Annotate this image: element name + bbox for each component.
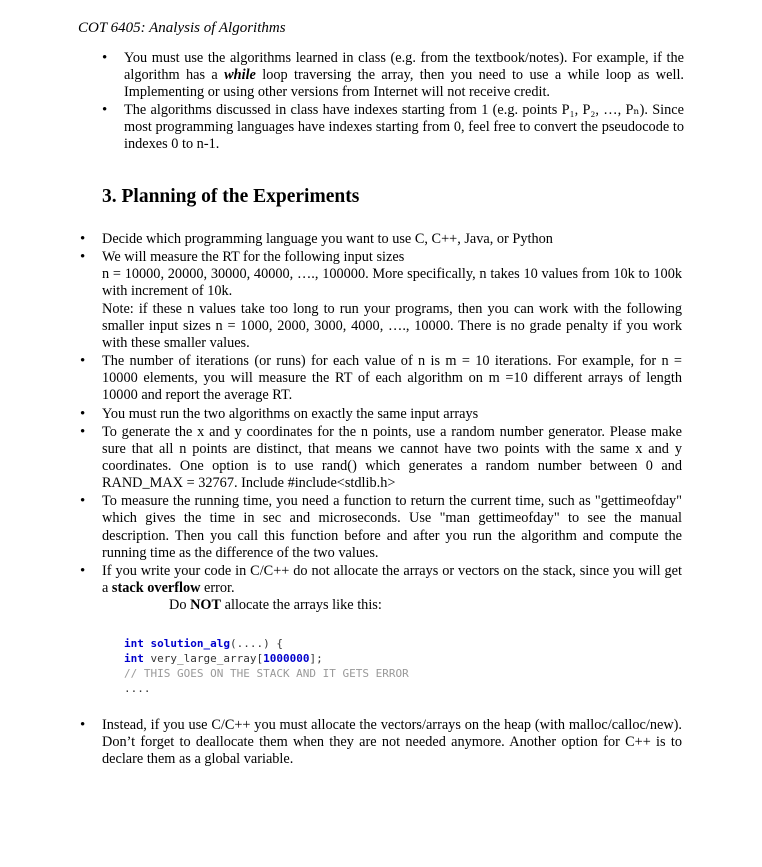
- list-item-text: The algorithms discussed in class have indexes starting from 1 (e.g. points P₁, P₂, …, Pₙ). Since most programming languages have indexes starting from 0, feel free to convert the pseudocode to indexes 0 to n-1.: [124, 102, 684, 153]
- list-item: [102, 406, 682, 423]
- code-number: 1000000: [263, 652, 310, 665]
- list-item-text: We will measure the RT for the following input sizes: [102, 249, 405, 266]
- planning-list: [102, 231, 682, 615]
- list-item-text: If you write your code in C/C++ do not allocate the arrays or vectors on the stack, since you will get a: [102, 562, 682, 596]
- list-item-text: Decide which programming language you want to use C, C++, Java, or Python: [102, 231, 553, 247]
- list-item-text: loop traversing the array, then you need to use a while loop as well. Implementing or using other versions from Internet will not receive credit.: [124, 67, 684, 101]
- list-item: [102, 493, 682, 561]
- list-item-text: To generate the x and y coordinates for the n points, use a random number generator. Please make sure that all n points are distinct, that means we cannot have two points with the same x and y coordinates. One option is to use rand() which generates a random number between 0 and RAND_MAX = 32767. Include #include<stdlib.h>: [102, 423, 682, 492]
- do-not-note: [102, 597, 682, 614]
- code-comment: // THIS GOES ON THE STACK AND IT GETS ERROR: [124, 667, 409, 680]
- not-bold: NOT: [190, 597, 222, 614]
- code-function-name: solution_alg: [143, 637, 230, 650]
- list-item-text: The number of iterations (or runs) for each value of n is m = 10 iterations. For example, for n = 10000 elements, you will measure the RT of each algorithm on m =10 different arrays of length 10000 and report the average RT.: [102, 353, 682, 404]
- code-variable: very_large_array[: [143, 652, 264, 665]
- list-item: [124, 50, 684, 101]
- code-keyword: int: [124, 637, 144, 650]
- list-item-text: To measure the running time, you need a function to return the current time, such as "gettimeofday" which gives the time in sec and microseconds. Use "man gettimeofday" to see the manual description. Then you call this function before and after you run the algorithm and compute the running time as the difference of the two values.: [102, 493, 682, 561]
- list-item: [102, 424, 682, 492]
- list-item-text: Instead, if you use C/C++ you must allocate the vectors/arrays on the heap (with malloc/calloc/new). Don’t forget to deallocate them when they are not needed anymore. Another option for C++ is to declare them as a global variable.: [102, 717, 682, 768]
- list-item: [102, 249, 682, 352]
- do-not-text: Do: [169, 597, 191, 614]
- do-not-text: allocate the arrays like this:: [221, 597, 382, 614]
- section-title: 3. Planning of the Experiments: [102, 186, 360, 207]
- list-item-text: error.: [200, 580, 235, 596]
- list-item: [124, 102, 684, 153]
- list-item: [102, 563, 682, 614]
- code-args: (....) {: [229, 637, 283, 650]
- requirements-list: [124, 50, 684, 155]
- code-keyword: int: [124, 652, 144, 665]
- list-item-text: You must run the two algorithms on exactly the same input arrays: [102, 405, 479, 422]
- list-item: [102, 231, 682, 248]
- list-item: [102, 353, 682, 404]
- list-item-text: n = 10000, 20000, 30000, 40000, …., 100000. More specifically, n takes 10 values from 10k to 100k with increment of 10k.: [102, 266, 682, 300]
- list-item-text: Note: if these n values take too long to run your programs, then you can work with the following smaller input sizes n = 1000, 2000, 3000, 4000, …., 10000. There is no grade penalty if you work with these smaller values.: [102, 300, 682, 351]
- list-item: [102, 717, 682, 768]
- heap-list: [102, 717, 682, 768]
- code-ellipsis: ....: [124, 682, 151, 695]
- code-variable-end: ];: [309, 652, 323, 665]
- list-item-text: You must use the algorithms learned in class (e.g. from the textbook/notes). For example, if the algorithm has a: [124, 50, 684, 84]
- code-snippet: [124, 636, 409, 696]
- stack-overflow-bold: stack overflow: [111, 580, 201, 596]
- page-header: COT 6405: Analysis of Algorithms: [78, 20, 286, 36]
- emphasis-while: while: [224, 67, 256, 84]
